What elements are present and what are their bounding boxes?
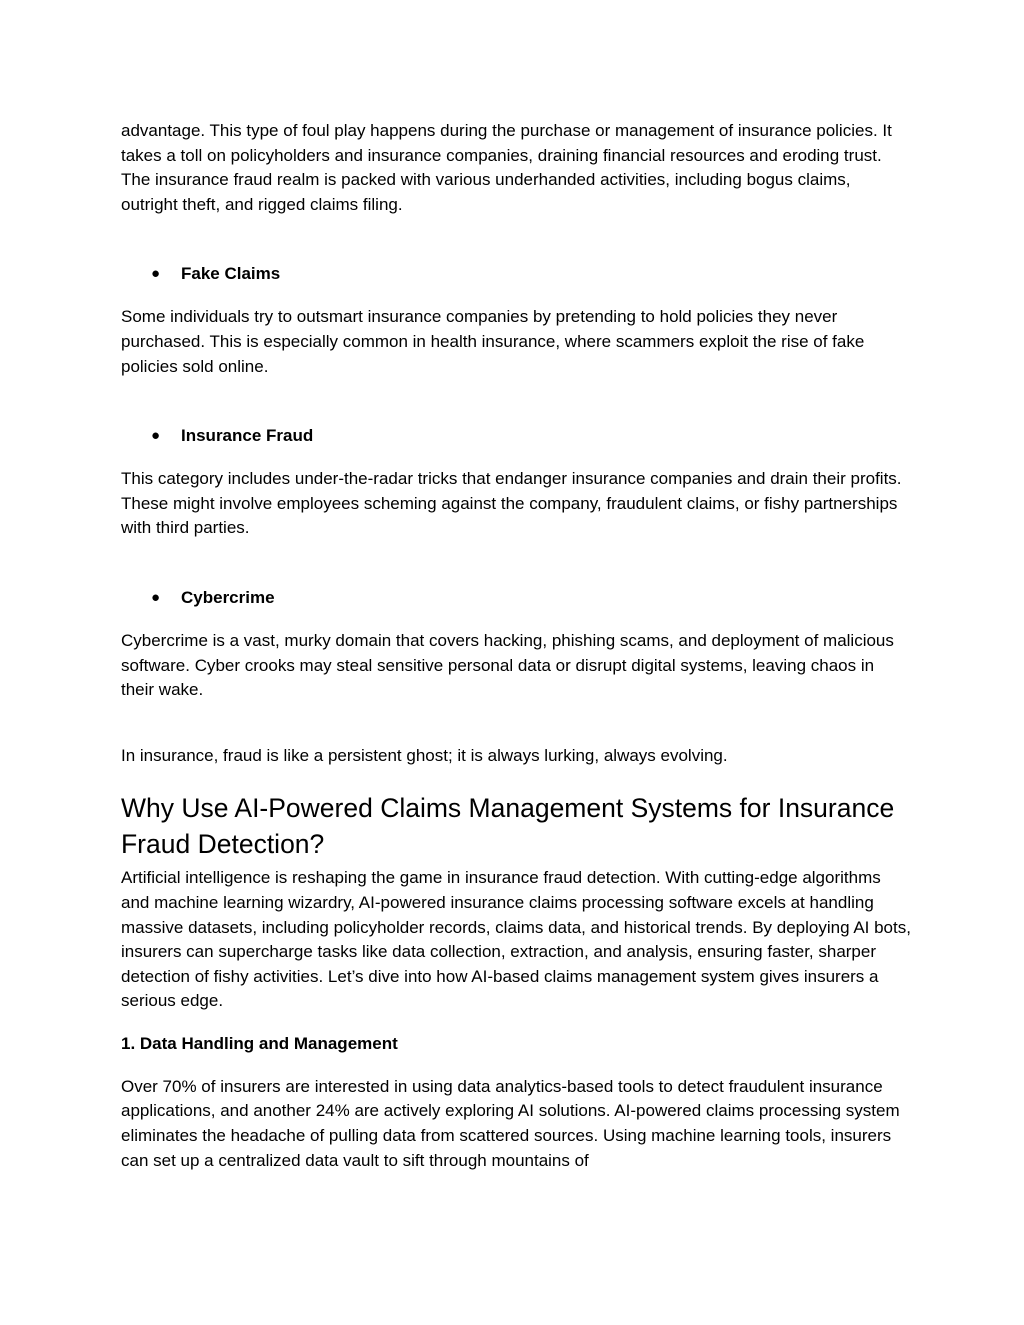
bullet-title: Insurance Fraud	[181, 426, 314, 446]
insurance-fraud-paragraph: This category includes under-the-radar tricks that endanger insurance companies and drain their profits. These might involve employees scheming against the company, fraudulent claims, or fishy partnerships with third parties.	[121, 469, 902, 538]
bullet-marker: ●	[151, 588, 161, 606]
closing-paragraph: In insurance, fraud is like a persistent ghost; it is always lurking, always evolving.	[121, 745, 728, 765]
bullet-marker: ●	[151, 265, 161, 283]
bullet-title: Fake Claims	[181, 264, 281, 284]
bullet-title: Cybercrime	[181, 587, 275, 607]
section-heading: Why Use AI-Powered Claims Management Systems for Insurance Fraud Detection?	[121, 793, 895, 860]
subsection-paragraph: Over 70% of insurers are interested in using data analytics-based tools to detect fraudulent insurance applications, and another 24% are actively exploring AI solutions. AI-powered claims processing system eliminates the headache of pulling data from scattered sources. Using machine learning tools, insurers can set up a centralized data vault to sift through mountains of	[121, 1076, 900, 1170]
fake-claims-paragraph: Some individuals try to outsmart insurance companies by pretending to hold policies they never purchased. This is especially common in health insurance, where scammers exploit the rise of fake policies sold online.	[121, 307, 865, 376]
bullet-fake-claims	[121, 262, 911, 286]
cybercrime-paragraph: Cybercrime is a vast, murky domain that covers hacking, phishing scams, and deployment of malicious software. Cyber crooks may steal sensitive personal data or disrupt digital systems, leaving chaos in their wake.	[121, 630, 894, 700]
bullet-insurance-fraud	[121, 424, 911, 448]
subsection-heading: 1. Data Handling and Management	[121, 1033, 398, 1053]
bullet-cybercrime	[121, 586, 911, 610]
section-paragraph: Artificial intelligence is reshaping the game in insurance fraud detection. With cutting-edge algorithms and machine learning wizardry, AI-powered insurance claims processing software excels at handling massive datasets, including policyholder records, claims data, and historical trends. By deploying AI bots, insurers can supercharge tasks like data collection, extraction, and analysis, ensuring faster, sharper detection of fishy activities. Let’s dive into how AI-based claims management system gives insurers a serious edge.	[121, 868, 911, 1011]
bullet-marker: ●	[151, 427, 161, 445]
document-page	[121, 119, 911, 1173]
intro-paragraph: advantage. This type of foul play happens during the purchase or management of insurance policies. It takes a toll on policyholders and insurance companies, draining financial resources and eroding trust. The insurance fraud realm is packed with various underhanded activities, including bogus claims, outright theft, and rigged claims filing.	[121, 121, 892, 214]
